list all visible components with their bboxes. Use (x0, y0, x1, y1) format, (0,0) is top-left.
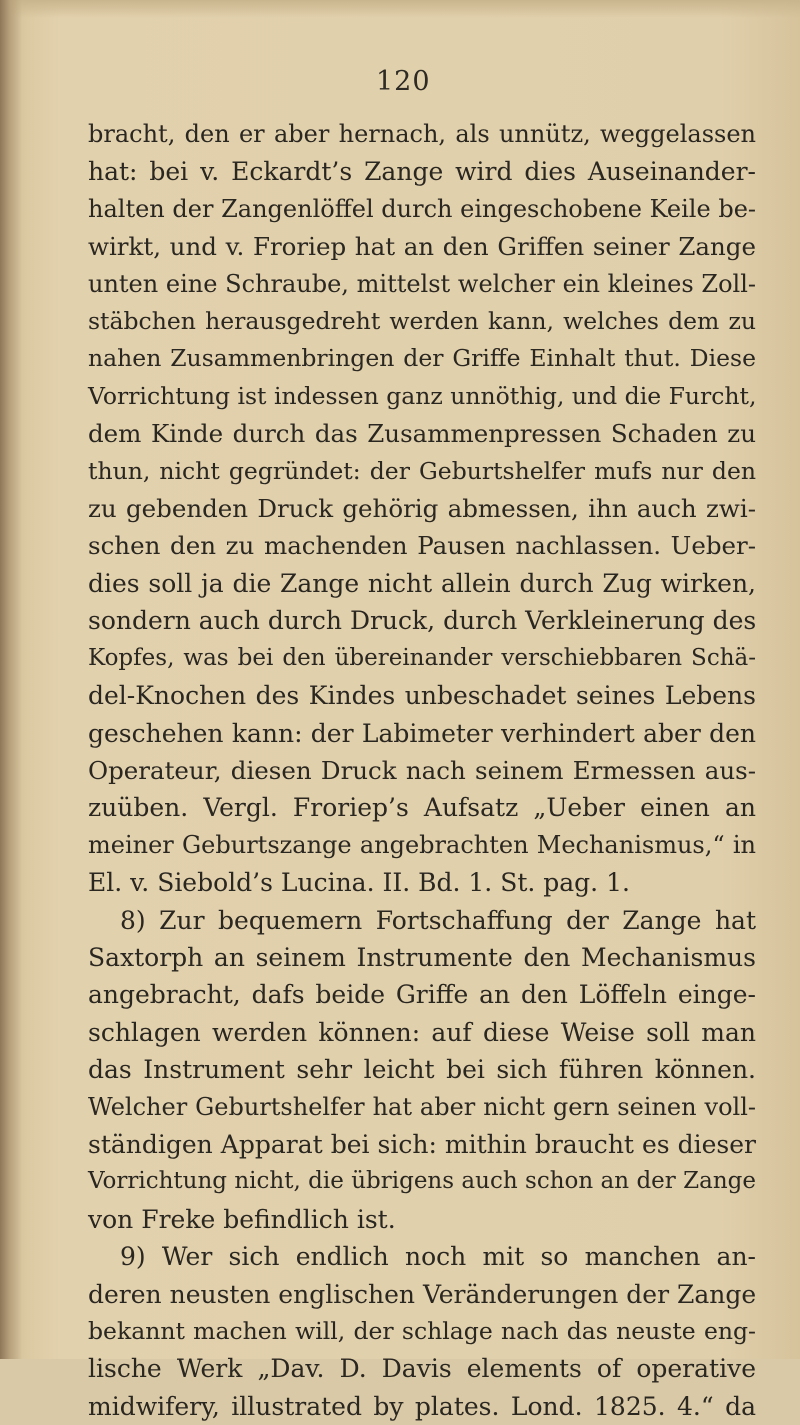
text-line: El. v. Siebold’s Lucina. II. Bd. 1. St. pag. 1. (88, 868, 630, 898)
text-line: Kopfes, was bei den übereinander verschiebbaren Schä- (88, 644, 756, 671)
text-line: angebracht, dafs beide Griffe an den Löffeln einge- (88, 980, 756, 1010)
text-line: zuüben. Vergl. Froriep’s Aufsatz „Ueber einen an (88, 793, 756, 823)
text-line: geschehen kann: der Labimeter verhindert aber den (88, 718, 756, 748)
binding-gutter-shadow (0, 0, 22, 1359)
paragraph-start-line: 8) Zur bequemern Fortschaffung der Zange hat (120, 905, 756, 935)
text-line: dem Kinde durch das Zusammenpressen Schaden zu (88, 419, 756, 449)
text-line: meiner Geburtszange angebrachten Mechanismus,“ in (88, 830, 756, 859)
text-line: schlagen werden können: auf diese Weise soll man (88, 1017, 756, 1047)
text-line: bracht, den er aber hernach, als unnütz, weggelassen (88, 120, 756, 148)
text-line: lische Werk „Dav. D. Davis elements of operative (88, 1354, 756, 1384)
text-line: hat: bei v. Eckardt’s Zange wird dies Auseinander- (88, 157, 756, 187)
paragraph-start-line: 9) Wer sich endlich noch mit so manchen an- (120, 1242, 756, 1272)
text-line: nahen Zusammenbringen der Griffe Einhalt thut. Diese (88, 344, 756, 373)
text-line: midwifery, illustrated by plates. Lond. 1825. 4.“ da (88, 1391, 756, 1421)
text-line: Saxtorph an seinem Instrumente den Mechanismus (88, 942, 756, 972)
text-line: del-Knochen des Kindes unbeschadet seines Lebens (88, 681, 756, 711)
text-line: unten eine Schraube, mittelst welcher ein kleines Zoll- (88, 269, 756, 298)
text-line: sondern auch durch Druck, durch Verkleinerung des (88, 606, 757, 636)
text-line: zu gebenden Druck gehörig abmessen, ihn auch zwi- (88, 494, 756, 524)
text-line: Welcher Geburtshelfer hat aber nicht gern seinen voll- (88, 1092, 756, 1121)
page-number: 120 (376, 66, 431, 97)
text-line: schen den zu machenden Pausen nachlassen. Ueber- (88, 531, 756, 561)
text-line: thun, nicht gegründet: der Geburtshelfer mufs nur den (88, 456, 756, 485)
text-line: halten der Zangenlöffel durch eingeschobene Keile be- (88, 194, 756, 223)
page-top-edge (0, 0, 800, 18)
text-line: bekannt machen will, der schlage nach das neuste eng- (88, 1317, 756, 1345)
text-line: Operateur, diesen Druck nach seinem Ermessen aus- (88, 755, 756, 785)
text-line: wirkt, und v. Froriep hat an den Griffen seiner Zange (88, 232, 756, 262)
text-line: das Instrument sehr leicht bei sich führen können. (88, 1055, 756, 1085)
text-line: dies soll ja die Zange nicht allein durch Zug wirken, (88, 568, 756, 598)
text-line: Vorrichtung nicht, die übrigens auch schon an der Zange (88, 1168, 756, 1195)
body-text (88, 116, 756, 1425)
text-line: stäbchen herausgedreht werden kann, welches dem zu (88, 307, 756, 336)
text-line: Vorrichtung ist indessen ganz unnöthig, und die Furcht, (88, 381, 757, 410)
text-line: von Freke befindlich ist. (88, 1204, 396, 1234)
text-line: ständigen Apparat bei sich: mithin braucht es dieser (88, 1129, 756, 1159)
text-line: deren neusten englischen Veränderungen der Zange (88, 1279, 757, 1309)
